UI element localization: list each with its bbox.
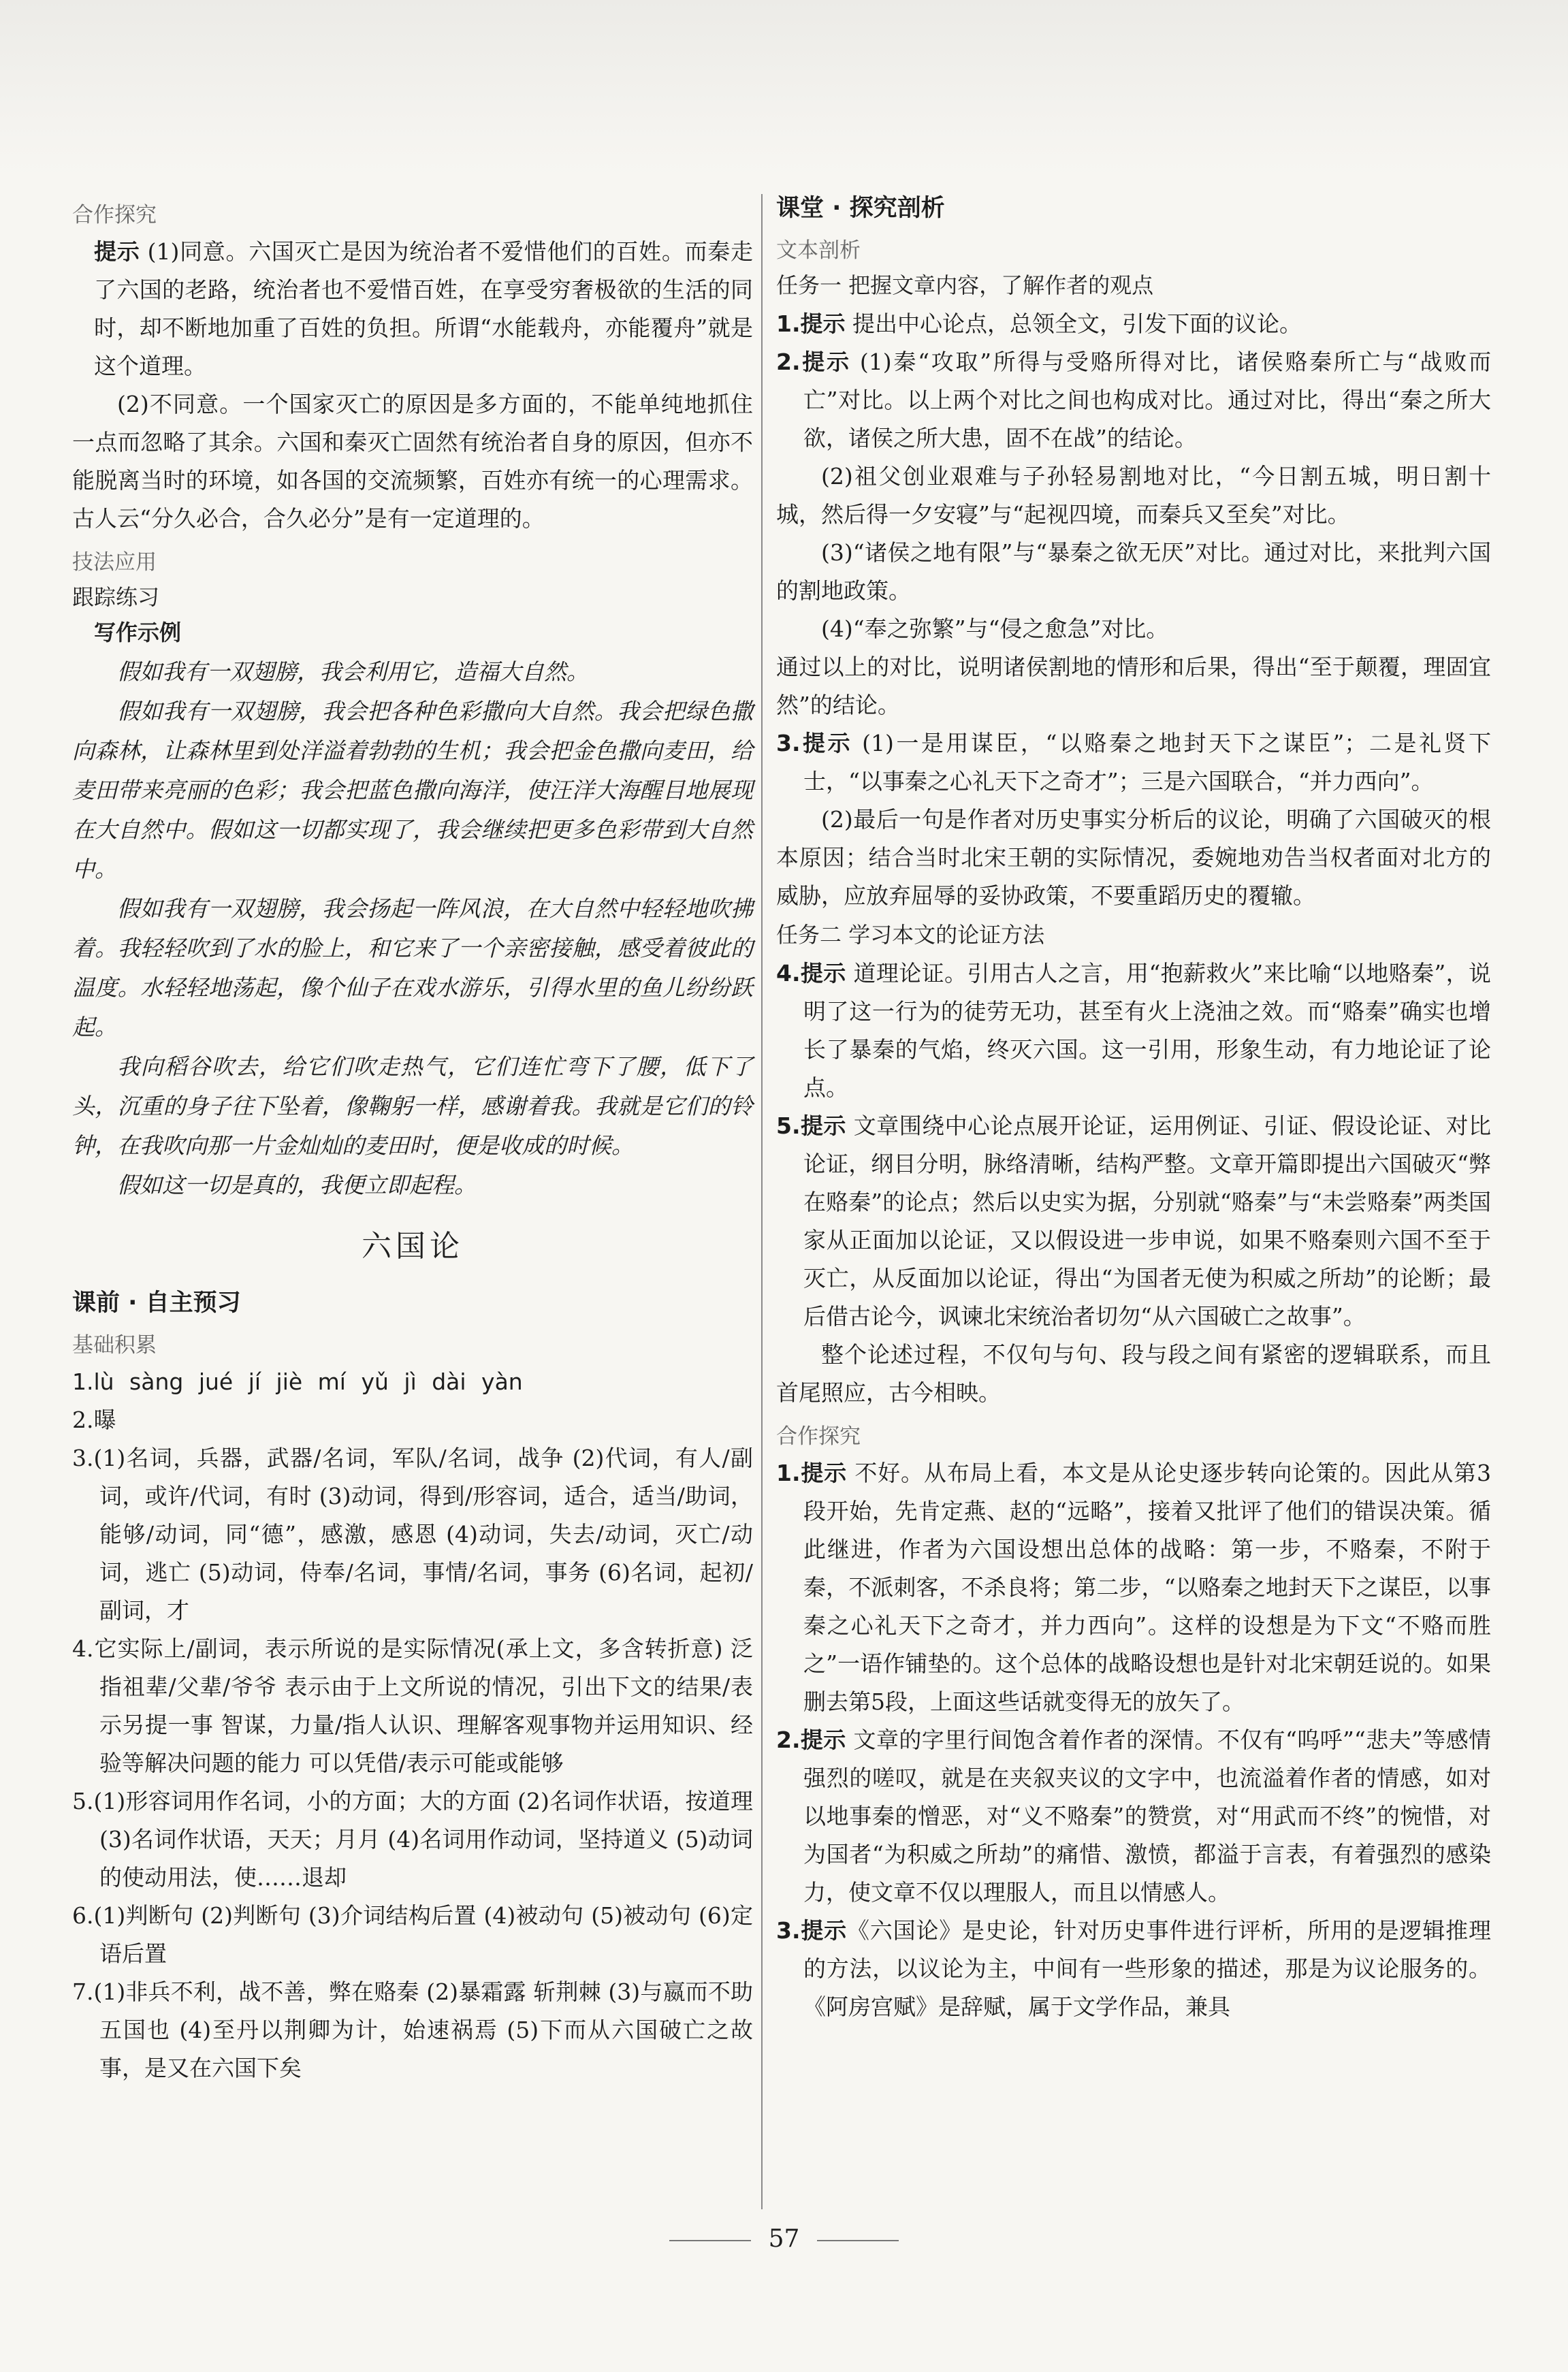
item-5: 5.(1)形容词用作名词，小的方面；大的方面 (2)名词作状语，按道理 (3)名词作状语，天天；月月 (4)名词用作动词，坚持道义 (5)动词的使动用法，使……退却 [72, 1788, 753, 1891]
answer-4 [776, 955, 1491, 1107]
answer-2-part-2: (2)祖父创业艰难与子孙轻易割地对比，“今日割五城，明日割十城，然后得一夕安寝”与“起视四境，而秦兵又至矣”对比。 [776, 463, 1491, 528]
practice-heading: 跟踪练习 [72, 584, 160, 610]
task-2-heading: 任务二 学习本文的论证方法 [776, 922, 1045, 948]
answer-1-text: 提出中心论点，总领全文，引发下面的议论。 [845, 310, 1302, 337]
left-column [72, 191, 753, 2087]
answer-4-label: 4.提示 [776, 960, 846, 987]
coop-right-2-label: 2.提示 [776, 1727, 846, 1753]
answer-2-text: (1)秦“攻取”所得与受赂所得对比，诸侯赂秦所亡与“战败而亡”对比。以上两个对比之间也构成对比。通过对比，得出“秦之所大欲，诸侯之所大患，固不在战”的结论。 [803, 349, 1491, 451]
item-3: 3.(1)名词，兵器，武器/名词，军队/名词，战争 (2)代词，有人/副词，或许/代词，有时 (3)动词，得到/形容词，适合，适当/助词，能够/动词，同“德”，感激，感恩 (4)动词，失去/动词，灭亡/动词，逃亡 (5)动词，侍奉/名词，事情/名词，事务 (6)名词，起初/副词，才 [72, 1445, 753, 1624]
column-divider [761, 194, 763, 2209]
answer-5-text: 文章围绕中心论点展开论证，运用例证、引证、假设论证、对比论证，纲目分明，脉络清晰，结构严整。文章开篇即提出六国破灭“弊在赂秦”的论点；然后以史实为据，分别就“赂秦”与“未尝赂秦”两类国家从正面加以论证，又以假设进一步申说，如果不赂秦则六国不至于灭亡，从反面加以论证，得出“为国者无使为积威之所劫”的论断；最后借古论今，讽谏北宋统治者切勿“从六国破亡之故事”。 [803, 1112, 1491, 1330]
answer-1-label: 1.提示 [776, 310, 846, 337]
hint-label: 提示 [94, 238, 140, 265]
answer-5 [776, 1107, 1491, 1336]
answer-2 [776, 343, 1491, 458]
item-7: 7.(1)非兵不利，战不善，弊在赂秦 (2)暴霜露 斩荆棘 (3)与嬴而不助五国也 (4)至丹以荆卿为计，始速祸焉 (5)下而从六国破亡之故事，是又在六国下矣 [72, 1978, 754, 2081]
lesson-title: 六国论 [362, 1229, 464, 1264]
page-number-footer [0, 2225, 1568, 2253]
text-analysis-heading: 文本剖析 [776, 238, 861, 263]
answer-5-label: 5.提示 [776, 1112, 846, 1139]
class-heading: 课堂 · 探究剖析 [776, 195, 945, 222]
essay-paragraph-2: 假如我有一双翅膀，我会把各种色彩撒向大自然。我会把绿色撒向森林，让森林里到处洋溢着勃勃的生机；我会把金色撒向麦田，给麦田带来亮丽的色彩；我会把蓝色撒向海洋，使汪洋大海醒目地展现在大自然中。假如这一切都实现了，我会继续把更多色彩带到大自然中。 [72, 698, 753, 882]
answer-2-conclusion: 通过以上的对比，说明诸侯割地的情形和后果，得出“至于颠覆，理固宜然”的结论。 [776, 654, 1491, 718]
footer-rule-left [669, 2240, 751, 2241]
coop-right-3-label: 3.提示 [776, 1917, 847, 1944]
coop-right-2 [776, 1721, 1491, 1912]
answer-3 [776, 724, 1491, 801]
page-top-band [0, 0, 1568, 177]
essay-paragraph-5: 假如这一切是真的，我便立即起程。 [117, 1172, 477, 1198]
coop-heading-left: 合作探究 [72, 203, 157, 227]
coop-right-1-label: 1.提示 [776, 1460, 848, 1486]
item-4: 4.它实际上/副词，表示所说的是实际情况(承上文，多含转折意) 泛指祖辈/父辈/爷爷 表示由于上文所说的情况，引出下文的结果/表示另提一事 智谋，力量/指人认识、理解客观事物并运用知识、经验等解决问题的能力 可以凭借/表示可能或能够 [72, 1635, 753, 1776]
coop-answer-1-text: (1)同意。六国灭亡是因为统治者不爱惜他们的百姓。而秦走了六国的老路，统治者也不爱惜百姓，在享受穷奢极欲的生活的同时，却不断地加重了百姓的负担。所谓“水能载舟，亦能覆舟”就是这个道理。 [94, 238, 754, 379]
answer-3-text: (1)一是用谋臣，“以赂秦之地封天下之谋臣”；二是礼贤下士，“以事秦之心礼天下之奇才”；三是六国联合，“并力西向”。 [803, 730, 1491, 795]
task-1-heading: 任务一 把握文章内容，了解作者的观点 [776, 272, 1154, 298]
coop-right-3 [776, 1912, 1491, 2026]
answer-3-label: 3.提示 [776, 730, 853, 756]
coop-answer-1 [72, 233, 753, 385]
answer-2-part-4: (4)“奉之弥繁”与“侵之愈急”对比。 [821, 615, 1169, 642]
footer-rule-right [817, 2240, 899, 2241]
writing-example-heading: 写作示例 [94, 620, 182, 645]
answer-2-label: 2.提示 [776, 349, 851, 375]
essay-paragraph-3: 假如我有一双翅膀，我会扬起一阵风浪，在大自然中轻轻地吹拂着。我轻轻吹到了水的脸上，和它来了一个亲密接触，感受着彼此的温度。水轻轻地荡起，像个仙子在戏水游乐，引得水里的鱼儿纷纷跃起。 [72, 895, 753, 1040]
page-number: 57 [768, 2225, 800, 2253]
preview-heading: 课前 · 自主预习 [72, 1289, 241, 1317]
answer-5-part-2: 整个论述过程，不仅句与句、段与段之间有紧密的逻辑联系，而且首尾照应，古今相映。 [776, 1341, 1491, 1406]
answer-4-text: 道理论证。引用古人之言，用“抱薪救火”来比喻“以地赂秦”，说明了这一行为的徒劳无功，甚至有火上浇油之效。而“赂秦”确实也增长了暴秦的气焰，终灭六国。这一引用，形象生动，有力地论证了论点。 [803, 960, 1491, 1101]
coop-right-2-text: 文章的字里行间饱含着作者的深情。不仅有“呜呼”“悲夫”等感情强烈的嗟叹，就是在夹叙夹议的文字中，也流溢着作者的情感，如对以地事秦的憎恶，对“义不赂秦”的赞赏，对“用武而不终”的惋惜，对为国者“为积威之所劫”的痛惜、激愤，都溢于言表，有着强烈的感染力，使文章不仅以理服人，而且以情感人。 [803, 1727, 1491, 1906]
coop-right-1 [776, 1454, 1491, 1721]
item-2: 2.曝 [72, 1407, 116, 1433]
coop-answer-2: (2)不同意。一个国家灭亡的原因是多方面的，不能单纯地抓住一点而忽略了其余。六国和秦灭亡固然有统治者自身的原因，但亦不能脱离当时的环境，如各国的交流频繁，百姓亦有统一的心理需求。古人云“分久必合，合久必分”是有一定道理的。 [72, 391, 753, 532]
basic-heading: 基础积累 [72, 1333, 157, 1358]
answer-3-part-2: (2)最后一句是作者对历史事实分析后的议论，明确了六国破灭的根本原因；结合当时北宋王朝的实际情况，委婉地劝告当权者面对北方的威胁，应放弃屈辱的妥协政策，不要重蹈历史的覆辙。 [776, 806, 1491, 909]
coop-right-3-text: 《六国论》是史论，针对历史事件进行评析，所用的是逻辑推理的方法，以议论为主，中间有一些形象的描述，那是为议论服务的。《阿房宫赋》是辞赋，属于文学作品，兼具 [803, 1917, 1492, 2020]
essay-paragraph-4: 我向稻谷吹去，给它们吹走热气，它们连忙弯下了腰，低下了头，沉重的身子往下坠着，像鞠躬一样，感谢着我。我就是它们的铃钟，在我吹向那一片金灿灿的麦田时，便是收成的时候。 [72, 1053, 753, 1159]
coop-heading-right: 合作探究 [776, 1424, 861, 1449]
right-column [776, 191, 1491, 2026]
item-6: 6.(1)判断句 (2)判断句 (3)介词结构后置 (4)被动句 (5)被动句 (6)定语后置 [72, 1902, 753, 1967]
essay-paragraph-1: 假如我有一双翅膀，我会利用它，造福大自然。 [117, 658, 589, 685]
item-1-pinyin: 1.lù sàng jué jí jiè mí yǔ jì dài yàn [72, 1368, 523, 1395]
coop-right-1-text: 不好。从布局上看，本文是从论史逐步转向论策的。因此从第3段开始，先肯定燕、赵的“远略”，接着又批评了他们的错误决策。循此继进，作者为六国设想出总体的战略：第一步，不赂秦，不附于秦，不派刺客，不杀良将；第二步，“以赂秦之地封天下之谋臣，以事秦之心礼天下之奇才，并力西向”。这样的设想是为下文“不赂而胜之”一语作铺垫的。这个总体的战略设想也是针对北宋朝廷说的。如果删去第5段，上面这些话就变得无的放矢了。 [803, 1460, 1491, 1715]
answer-2-part-3: (3)“诸侯之地有限”与“暴秦之欲无厌”对比。通过对比，来批判六国的割地政策。 [776, 539, 1491, 604]
skill-heading: 技法应用 [72, 550, 157, 575]
answer-1 [776, 305, 1491, 343]
